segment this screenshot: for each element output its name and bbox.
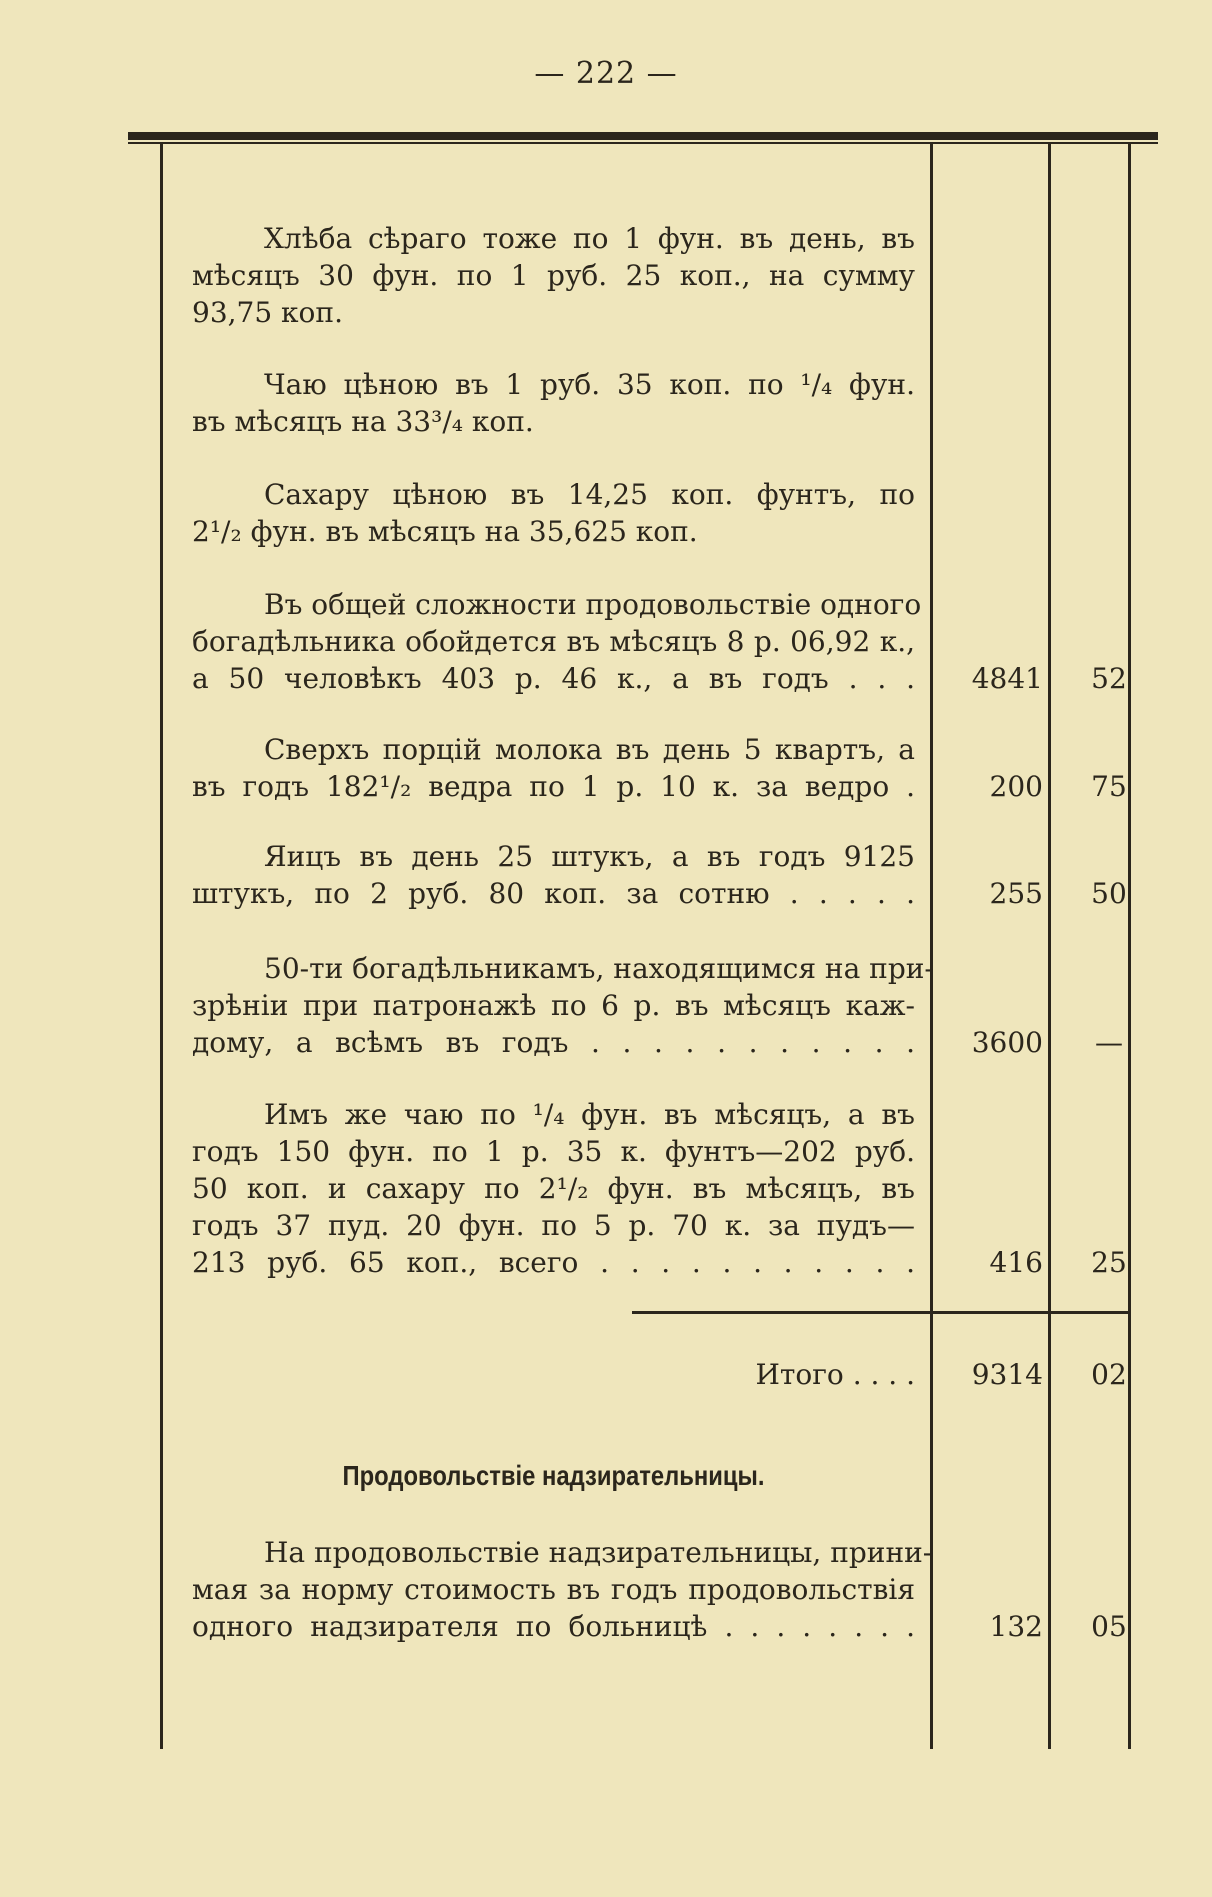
amount-kopecks: 05 xyxy=(1091,1610,1127,1643)
left-border xyxy=(160,144,163,1749)
amount-kopecks: 25 xyxy=(1091,1246,1127,1279)
item-paragraph xyxy=(192,366,915,440)
item-paragraph xyxy=(192,586,922,697)
amount-kopecks: — xyxy=(1095,1026,1123,1059)
text-line: Хлѣба сѣраго тоже по 1 фун. въ день, въ xyxy=(264,222,915,255)
text-line: мѣсяцъ 30 фун. по 1 руб. 25 коп., на сумму xyxy=(192,259,915,292)
item-paragraph xyxy=(192,476,915,550)
right-border xyxy=(1128,144,1131,1749)
text-line: въ мѣсяцъ на 33³/₄ коп. xyxy=(192,405,534,438)
text-line: На продовольствіе надзирательницы, прини- xyxy=(264,1536,933,1569)
kopeck-column-border xyxy=(1048,144,1051,1749)
amount-column-border xyxy=(930,144,933,1749)
total-kopecks: 02 xyxy=(1091,1358,1127,1391)
amount-kopecks: 52 xyxy=(1091,662,1127,695)
amount-rubles: 3600 xyxy=(971,1026,1043,1059)
amount-rubles: 132 xyxy=(989,1610,1043,1643)
text-line: 213 руб. 65 коп., всего . . . . . . . . . . . xyxy=(192,1246,915,1279)
text-line: Сахару цѣною въ 14,25 коп. фунтъ, по xyxy=(264,478,915,511)
text-line: 93,75 коп. xyxy=(192,296,343,329)
text-line: Имъ же чаю по ¹/₄ фун. въ мѣсяцъ, а въ xyxy=(264,1098,915,1131)
page-number: — 222 — xyxy=(534,56,678,91)
section-heading: Продовольствіе надзирательницы. xyxy=(342,1460,765,1491)
text-line: въ годъ 182¹/₂ ведра по 1 р. 10 к. за ведро . xyxy=(192,770,915,803)
sum-rule xyxy=(632,1311,1128,1314)
amount-kopecks: 75 xyxy=(1091,770,1127,803)
text-line: 2¹/₂ фун. въ мѣсяцъ на 35,625 коп. xyxy=(192,515,698,548)
text-line: годъ 150 фун. по 1 р. 35 к. фунтъ—202 руб. xyxy=(192,1135,915,1168)
amount-rubles: 255 xyxy=(989,877,1043,910)
text-line: зрѣніи при патронажѣ по 6 р. въ мѣсяцъ каж- xyxy=(192,989,915,1022)
text-line: Сверхъ порцій молока въ день 5 квартъ, а xyxy=(264,733,915,766)
text-line: Въ общей сложности продовольствіе одного xyxy=(264,588,922,621)
total-rubles: 9314 xyxy=(971,1358,1043,1391)
text-line: одного надзирателя по больницѣ . . . . . . . . xyxy=(192,1610,915,1643)
item-paragraph xyxy=(192,1096,915,1281)
amount-kopecks: 50 xyxy=(1091,877,1127,910)
text-line: Чаю цѣною въ 1 руб. 35 коп. по ¹/₄ фун. xyxy=(264,368,915,401)
item-paragraph xyxy=(192,950,934,1061)
text-line: а 50 человѣкъ 403 р. 46 к., а въ годъ . . . xyxy=(192,662,915,695)
header-rule xyxy=(128,132,1158,140)
text-line: богадѣльника обойдется въ мѣсяцъ 8 р. 06,92 к., xyxy=(192,625,915,658)
item-paragraph xyxy=(192,838,915,912)
item-paragraph xyxy=(192,731,915,805)
total-label: Итого . . . . xyxy=(755,1358,915,1391)
item-paragraph xyxy=(192,1534,933,1645)
amount-rubles: 416 xyxy=(989,1246,1043,1279)
amount-rubles: 4841 xyxy=(971,662,1043,695)
text-line: годъ 37 пуд. 20 фун. по 5 р. 70 к. за пудъ— xyxy=(192,1209,915,1242)
text-line: 50-ти богадѣльникамъ, находящимся на при- xyxy=(264,952,934,985)
header-rule-thin xyxy=(128,142,1158,144)
text-line: мая за норму стоимость въ годъ продовольствія xyxy=(192,1573,915,1606)
amount-rubles: 200 xyxy=(989,770,1043,803)
text-line: 50 коп. и сахару по 2¹/₂ фун. въ мѣсяцъ, въ xyxy=(192,1172,915,1205)
text-line: дому, а всѣмъ въ годъ . . . . . . . . . . . xyxy=(192,1026,915,1059)
text-line: Яицъ въ день 25 штукъ, а въ годъ 9125 xyxy=(264,840,915,873)
item-paragraph xyxy=(192,220,915,331)
text-line: штукъ, по 2 руб. 80 коп. за сотню . . . . . xyxy=(192,877,915,910)
